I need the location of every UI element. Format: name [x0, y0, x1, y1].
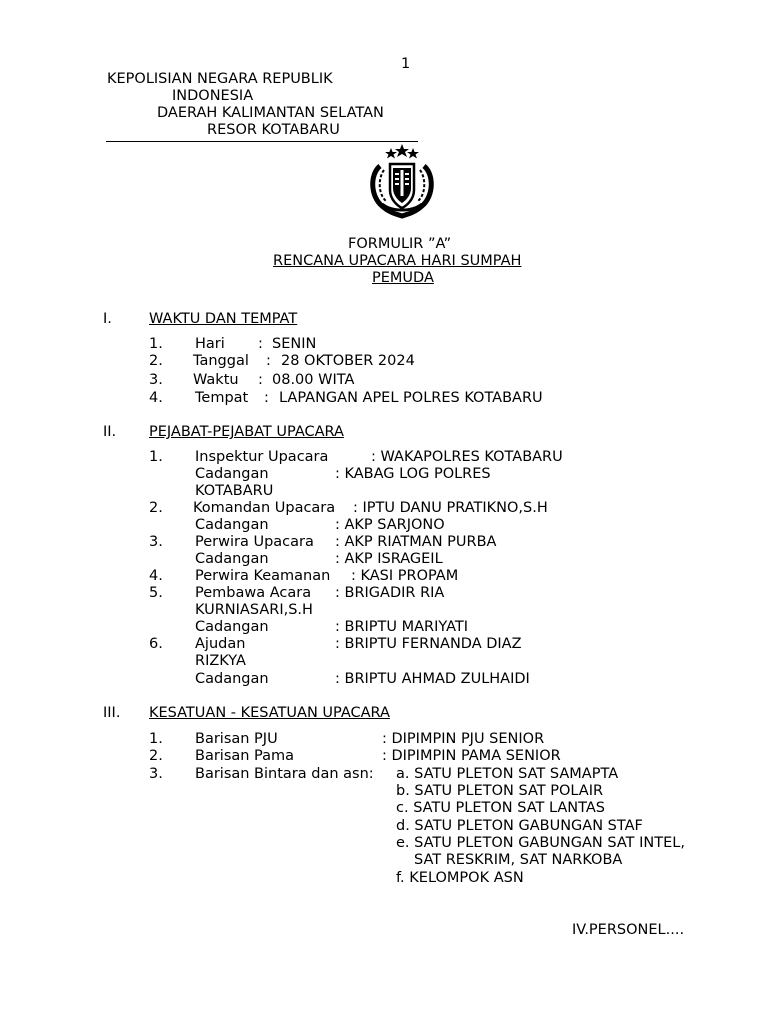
s2-item-num: 2. — [149, 500, 163, 516]
s2-item-num: 6. — [149, 636, 163, 652]
s1-item-num: 1. — [149, 336, 163, 352]
s2-item-value: : BRIPTU FERNANDA DIAZ — [335, 636, 522, 652]
document-title-line-2: PEMUDA — [372, 270, 434, 286]
s1-item-label: Tanggal — [193, 353, 249, 369]
form-title: FORMULIR ”A” — [348, 236, 452, 252]
s2-item-label: Perwira Upacara — [195, 534, 314, 550]
s3-sub-item: e. SATU PLETON GABUNGAN SAT INTEL, — [396, 835, 685, 851]
section-1-heading: WAKTU DAN TEMPAT — [149, 311, 298, 327]
s2-item-label: Inspektur Upacara — [195, 449, 329, 465]
s2-item-value: : KASI PROPAM — [351, 568, 459, 584]
s2-item-num: 4. — [149, 568, 163, 584]
header-line-1: KEPOLISIAN NEGARA REPUBLIK — [107, 71, 333, 87]
s2-item-label: Pembawa Acara — [195, 585, 312, 601]
s1-item-value: 28 OKTOBER 2024 — [281, 353, 415, 369]
s1-item-sep: : — [258, 372, 263, 388]
s2-item-value: : AKP RIATMAN PURBA — [335, 534, 497, 550]
s2-item-label: RIZKYA — [195, 653, 246, 669]
s1-item-num: 3. — [149, 372, 163, 388]
s2-item-label: Ajudan — [195, 636, 246, 652]
s2-item-num: 3. — [149, 534, 163, 550]
s3-item-label: Barisan Pama — [195, 748, 295, 764]
header-rule — [106, 141, 418, 142]
s3-sub-item: d. SATU PLETON GABUNGAN STAF — [396, 818, 643, 834]
s1-item-num: 2. — [149, 353, 163, 369]
s1-item-value: 08.00 WITA — [272, 372, 355, 388]
s2-item-value: : AKP SARJONO — [335, 517, 445, 533]
s3-sub-item: f. KELOMPOK ASN — [396, 870, 524, 886]
s2-item-label: Cadangan — [195, 466, 269, 482]
s2-item-label: Komandan Upacara — [193, 500, 336, 516]
s2-item-num: 1. — [149, 449, 163, 465]
s3-item-label: Barisan Bintara dan asn: — [195, 766, 374, 782]
s2-item-label: Cadangan — [195, 551, 269, 567]
document-title-line-1: RENCANA UPACARA HARI SUMPAH — [273, 253, 522, 269]
page-number: 1 — [401, 56, 411, 72]
s2-item-value: : BRIPTU MARIYATI — [335, 619, 469, 635]
s2-item-value: : AKP ISRAGEIL — [335, 551, 443, 567]
s3-sub-item: b. SATU PLETON SAT POLAIR — [396, 783, 604, 799]
s1-item-value: SENIN — [272, 336, 317, 352]
s1-item-sep: : — [258, 336, 263, 352]
header-line-2: INDONESIA — [172, 88, 254, 104]
s3-item-value: a. SATU PLETON SAT SAMAPTA — [396, 766, 619, 782]
s1-item-label: Waktu — [193, 372, 239, 388]
section-3-heading: KESATUAN - KESATUAN UPACARA — [149, 705, 390, 721]
s2-item-value: : IPTU DANU PRATIKNO,S.H — [353, 500, 548, 516]
continuation-note: IV.PERSONEL.... — [572, 922, 685, 938]
s3-item-num: 3. — [149, 766, 163, 782]
s1-item-label: Tempat — [195, 390, 249, 406]
section-3-number: III. — [103, 705, 121, 721]
header-line-3: DAERAH KALIMANTAN SELATAN — [157, 105, 384, 121]
s2-item-value: : WAKAPOLRES KOTABARU — [371, 449, 563, 465]
s2-item-value: : BRIGADIR RIA — [335, 585, 445, 601]
s1-item-sep: : — [266, 353, 271, 369]
polri-tribrata-emblem-icon — [366, 144, 438, 220]
s2-item-label: KOTABARU — [195, 483, 274, 499]
s2-item-num: 5. — [149, 585, 163, 601]
s1-item-sep: : — [264, 390, 269, 406]
s1-item-num: 4. — [149, 390, 163, 406]
s3-item-num: 1. — [149, 731, 163, 747]
s2-item-label: Cadangan — [195, 517, 269, 533]
s3-sub-item: SAT RESKRIM, SAT NARKOBA — [414, 852, 623, 868]
s2-item-label: Perwira Keamanan — [195, 568, 331, 584]
section-2-number: II. — [103, 424, 117, 440]
s2-item-label: Cadangan — [195, 619, 269, 635]
s3-sub-item: c. SATU PLETON SAT LANTAS — [396, 800, 606, 816]
s3-item-num: 2. — [149, 748, 163, 764]
s1-item-value: LAPANGAN APEL POLRES KOTABARU — [279, 390, 543, 406]
s3-item-value: : DIPIMPIN PAMA SENIOR — [382, 748, 561, 764]
section-1-number: I. — [103, 311, 112, 327]
s2-item-label: Cadangan — [195, 671, 269, 687]
s3-item-value: : DIPIMPIN PJU SENIOR — [382, 731, 545, 747]
s2-item-value: : BRIPTU AHMAD ZULHAIDI — [335, 671, 530, 687]
s2-item-value: : KABAG LOG POLRES — [335, 466, 491, 482]
header-line-4: RESOR KOTABARU — [207, 122, 340, 138]
s1-item-label: Hari — [195, 336, 225, 352]
s3-item-label: Barisan PJU — [195, 731, 278, 747]
s2-item-label: KURNIASARI,S.H — [195, 602, 313, 618]
section-2-heading: PEJABAT-PEJABAT UPACARA — [149, 424, 344, 440]
